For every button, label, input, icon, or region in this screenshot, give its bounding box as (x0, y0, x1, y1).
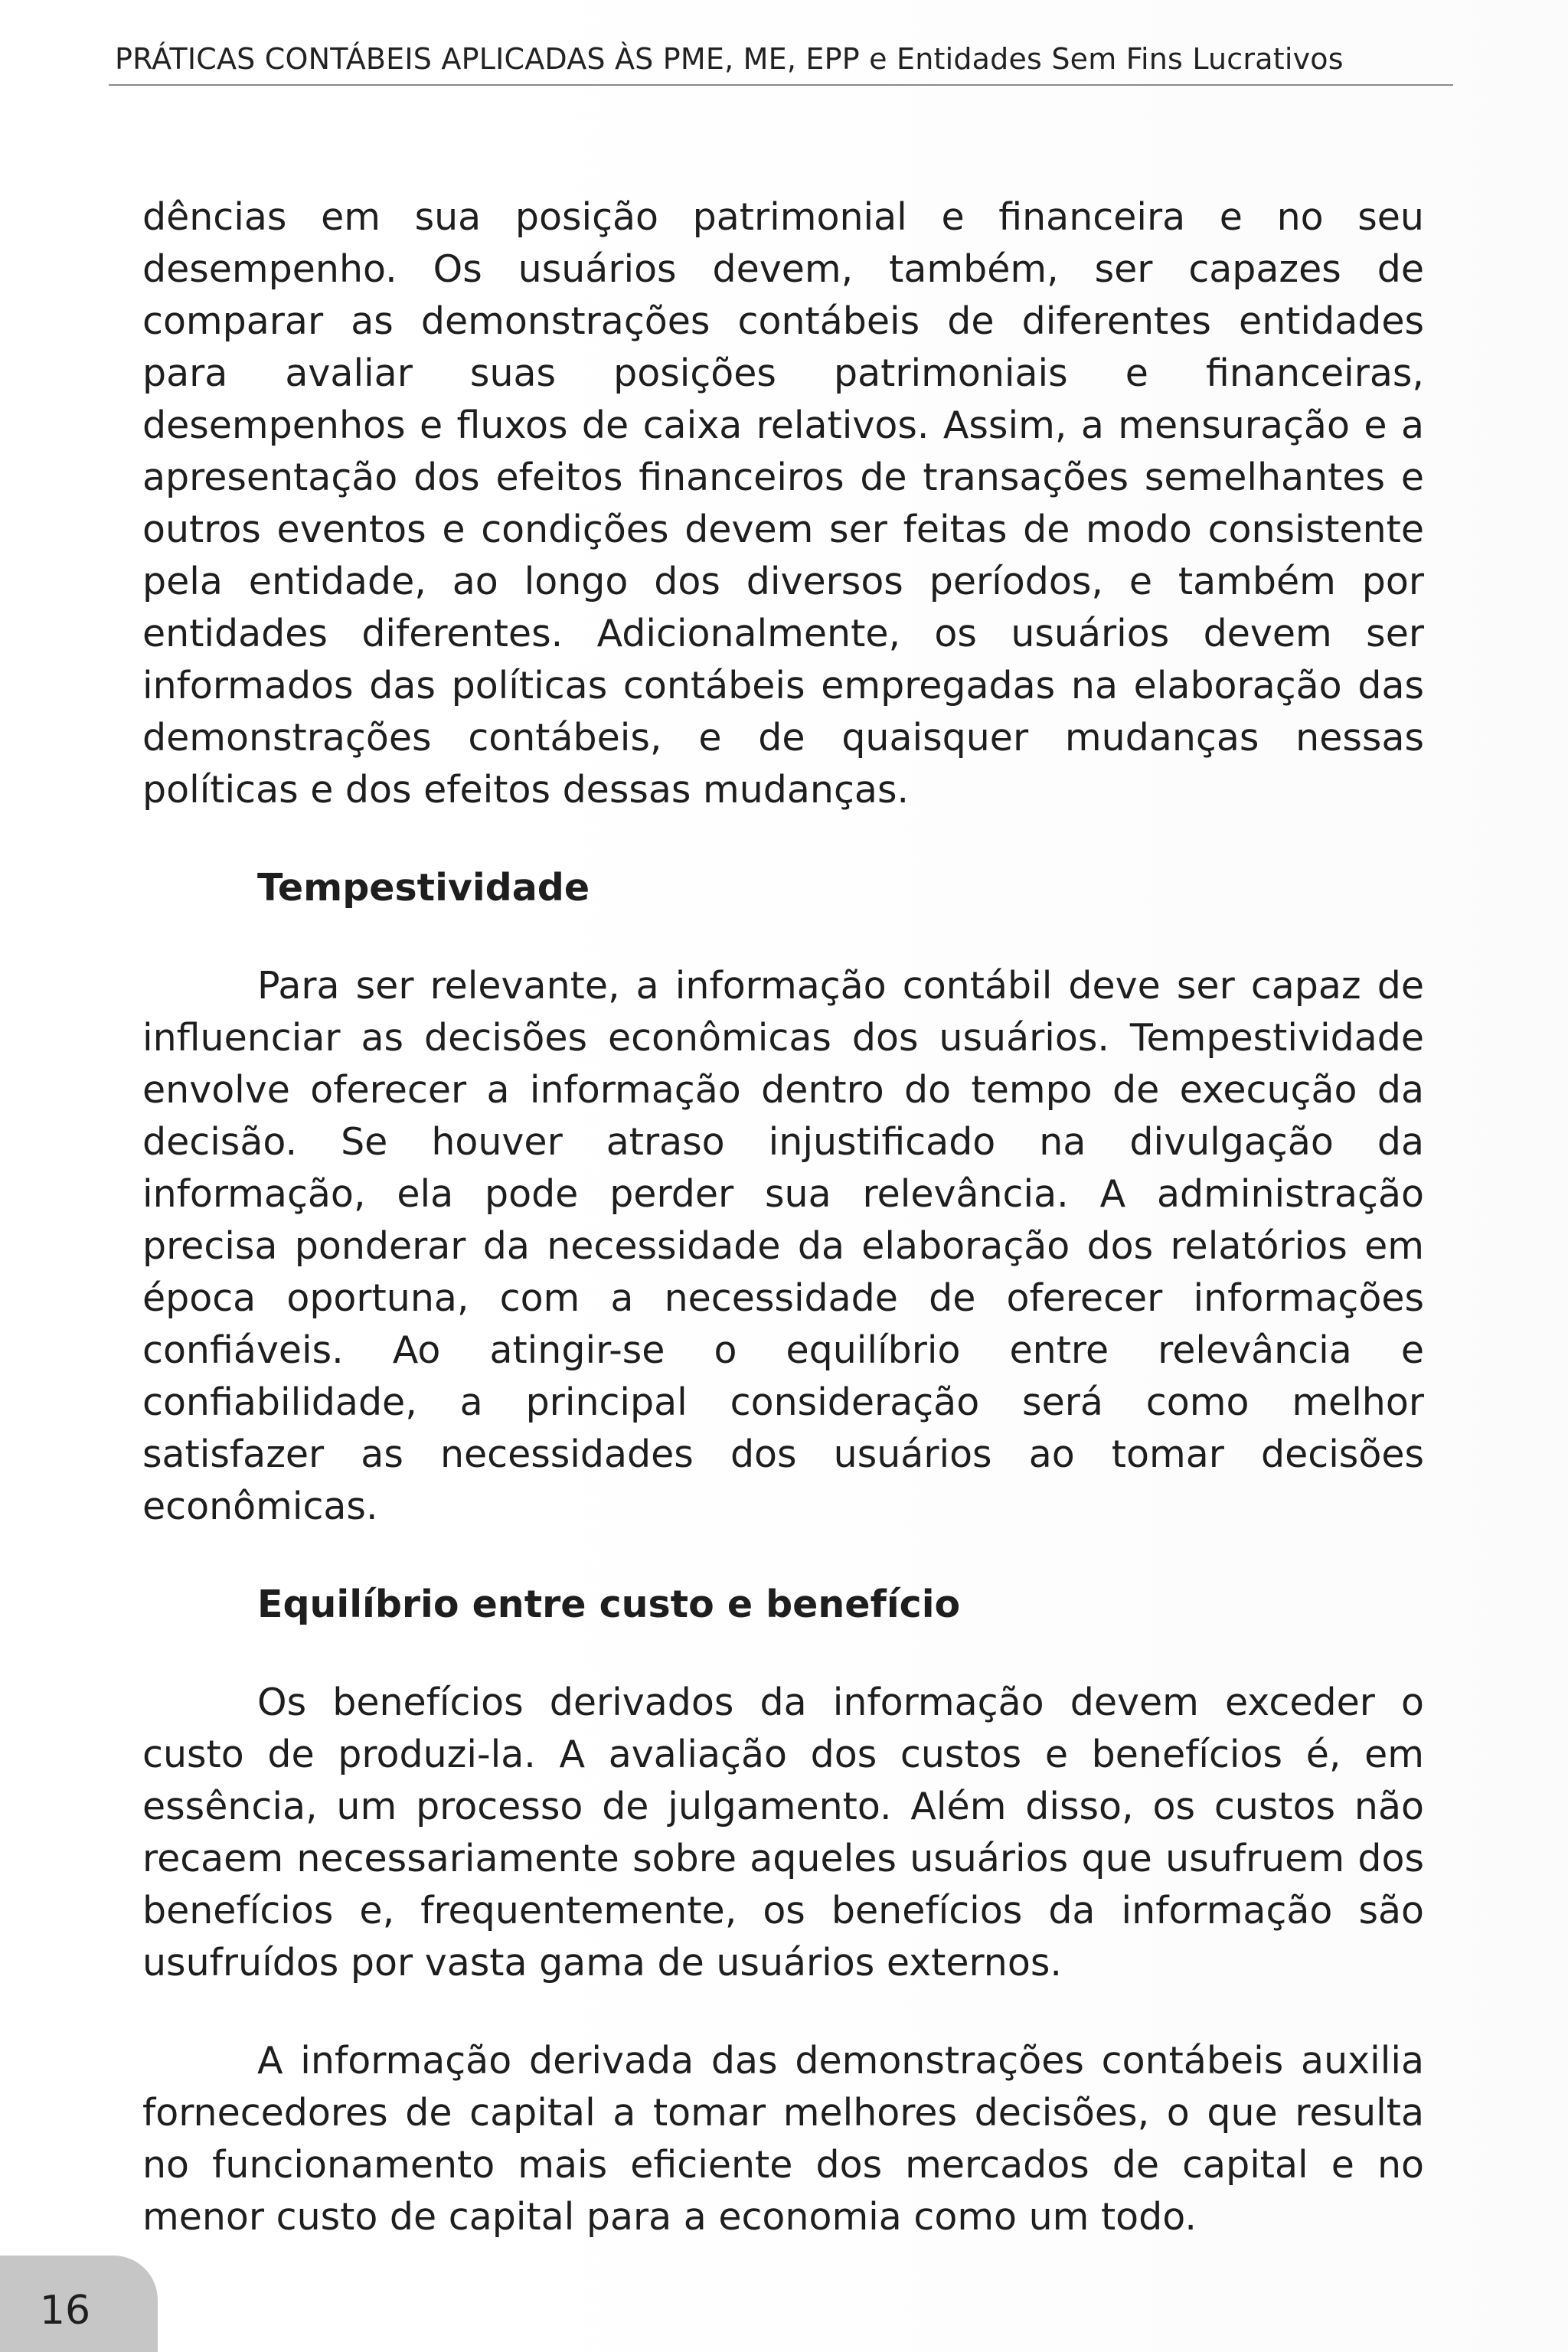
running-header: PRÁTICAS CONTÁBEIS APLICADAS ÀS PME, ME, EPP e Entidades Sem Fins Lucrativos (115, 42, 1344, 76)
spacer (142, 816, 1424, 862)
spacer (142, 1989, 1424, 2035)
page-number: 16 (39, 2288, 91, 2334)
tempestividade-paragraph: Para ser relevante, a informação contábil deve ser capaz de influenciar as decisões econômicas dos usuários. Tempestividade envolve oferecer a informação dentro do tempo de execução da decisão. Se houver atraso injustificado na divulgação da informação, ela pode perder sua relevância. A administração precisa ponderar da necessidade da elaboração dos relatórios em época oportuna, com a necessidade de oferecer informações confiáveis. Ao atingir-se o equilíbrio entre relevância e confiabilidade, a principal consideração será como melhor satisfazer as necessidades dos usuários ao tomar decisões econômicas. (142, 964, 1424, 1528)
header-rule (109, 84, 1453, 86)
custo-beneficio-paragraph-1: Os benefícios derivados da informação devem exceder o custo de produzi-la. A avaliação dos custos e benefícios é, em essência, um processo de julgamento. Além disso, os custos não recaem necessariamente sobre aqueles usuários que usufruem dos benefícios e, frequentemente, os benefícios da informação são usufruídos por vasta gama de usuários externos. (142, 1681, 1424, 1984)
section-heading-custo-beneficio: Equilíbrio entre custo e benefício (257, 1583, 961, 1626)
custo-beneficio-paragraph-2: A informação derivada das demonstrações contábeis auxilia fornecedores de capital a tomar melhores decisões, o que resulta no funcionamento mais eficiente dos mercados de capital e no menor custo de capital para a economia como um todo. (142, 2039, 1424, 2239)
page-body (142, 191, 1424, 2243)
spacer (142, 1631, 1424, 1677)
spacer (142, 914, 1424, 960)
section-heading-tempestividade: Tempestividade (257, 866, 590, 910)
spacer (142, 1533, 1424, 1579)
intro-paragraph: dências em sua posição patrimonial e financeira e no seu desempenho. Os usuários devem, também, ser capazes de comparar as demonstrações contábeis de diferentes entidades para avaliar suas posições patrimoniais e financeiras, desempenhos e fluxos de caixa relativos. Assim, a mensuração e a apresentação dos efeitos financeiros de transações semelhantes e outros eventos e condições devem ser feitas de modo consistente pela entidade, ao longo dos diversos períodos, e também por entidades diferentes. Adicionalmente, os usuários devem ser informados das políticas contábeis empregadas na elaboração das demonstrações contábeis, e de quaisquer mudanças nessas políticas e dos efeitos dessas mudanças. (142, 195, 1424, 812)
